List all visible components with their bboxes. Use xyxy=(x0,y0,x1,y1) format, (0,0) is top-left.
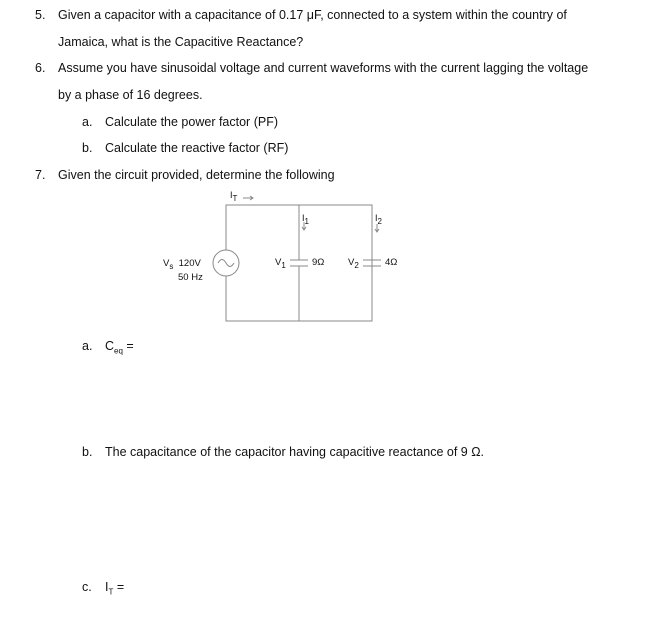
branch1-current-label: $I_1$ xyxy=(302,213,309,226)
total-current-label: $I_T$ xyxy=(230,190,238,203)
question-text: Given a capacitor with a capacitance of 0.17 μF, connected to a system within the country of xyxy=(58,8,567,22)
source-voltage: 120V xyxy=(178,258,201,269)
source-label: $V_s$ 120V xyxy=(163,258,201,271)
question-text: by a phase of 16 degrees. xyxy=(58,88,203,102)
part-letter: a. xyxy=(82,115,93,129)
part-text: The capacitance of the capacitor having capacitive reactance of 9 Ω. xyxy=(105,445,485,459)
x1-label: 9Ω xyxy=(312,257,325,268)
question-text: Assume you have sinusoidal voltage and current waveforms with the current lagging the voltage xyxy=(58,61,589,75)
source-frequency: 50 Hz xyxy=(178,272,203,283)
part-letter: c. xyxy=(82,580,92,594)
arrow-right-icon xyxy=(243,196,253,200)
question-number: 6. xyxy=(35,61,46,75)
question-text: Given the circuit provided, determine the following xyxy=(58,168,335,182)
part-text: Calculate the reactive factor (RF) xyxy=(105,141,289,155)
capacitor-1-icon xyxy=(290,260,308,266)
part-letter: b. xyxy=(82,445,93,459)
question-number: 5. xyxy=(35,8,46,22)
branch2-current-label: $I_2$ xyxy=(375,213,382,226)
part-text: $C_{eq}$ = xyxy=(105,339,134,356)
question-number: 7. xyxy=(35,168,46,182)
part-letter: a. xyxy=(82,339,93,353)
part-text: Calculate the power factor (PF) xyxy=(105,115,278,129)
question-text: Jamaica, what is the Capacitive Reactance? xyxy=(58,35,304,49)
part-text: $I_T$ = xyxy=(105,580,125,597)
v2-label: $V_2$ xyxy=(348,257,359,270)
v1-label: $V_1$ xyxy=(275,257,286,270)
sine-icon xyxy=(218,260,234,267)
part-letter: b. xyxy=(82,141,93,155)
x2-label: 4Ω xyxy=(385,257,398,268)
